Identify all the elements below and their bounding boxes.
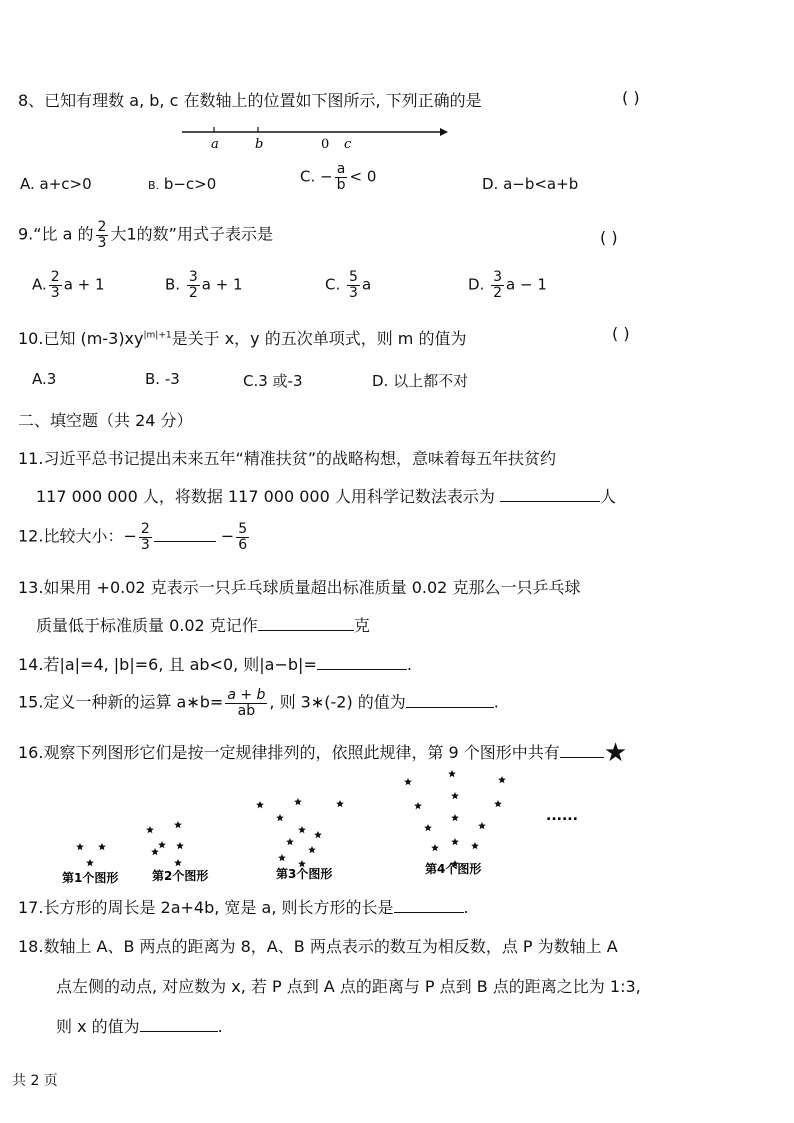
question-11-line2: 117 000 000 人，将数据 117 000 000 人用科学记数法表示为 人 xyxy=(36,487,616,506)
question-18-line1: 18.数轴上 A、B 两点的距离为 8，A、B 两点表示的数互为相反数，点 P 为数轴上 A xyxy=(18,937,618,956)
star-mark xyxy=(494,800,502,807)
question-15-text: 15.定义一种新的运算 a∗b= $\frac{a + b}{ab}$ , 则 3∗(-2) 的值为 . xyxy=(18,687,499,719)
figure-4-label: 第4个图形 xyxy=(425,862,482,876)
q10-option-c: C.3 或-3 xyxy=(243,372,303,390)
number-line-arrow xyxy=(440,128,448,136)
answer-blank xyxy=(154,527,216,542)
question-18-line3: 则 x 的值为 . xyxy=(56,1017,223,1036)
q9-option-c: C. $\frac{5}{3}$ a xyxy=(325,269,372,301)
q10-option-a: A.3 xyxy=(32,370,57,388)
star-mark xyxy=(86,859,94,866)
q9-option-a: A. $\frac{2}{3}$ a + 1 xyxy=(32,269,105,301)
q8-option-c: C. − $\frac{a}{b}$ < 0 xyxy=(300,161,377,193)
answer-blank xyxy=(500,487,600,502)
star-mark xyxy=(431,844,439,851)
q9-option-b: B. $\frac{3}{2}$ a + 1 xyxy=(165,269,243,301)
axis-label-c: c xyxy=(344,137,352,152)
answer-blank xyxy=(406,693,494,708)
q10-option-d: D. 以上都不对 xyxy=(372,372,469,390)
star-mark xyxy=(336,800,344,807)
star-mark xyxy=(276,814,284,821)
question-9-answer-paren: ( ) xyxy=(600,228,618,247)
axis-label-a: a xyxy=(211,137,219,152)
question-17-text: 17.长方形的周长是 2a+4b, 宽是 a, 则长方形的长是 . xyxy=(18,898,469,917)
number-line-diagram xyxy=(178,124,450,154)
star-mark xyxy=(278,854,286,861)
answer-blank xyxy=(258,616,354,631)
figure-1-label: 第1个图形 xyxy=(62,871,119,885)
star-mark xyxy=(451,792,459,799)
question-10-answer-paren: ( ) xyxy=(612,324,630,343)
star-mark xyxy=(294,798,302,805)
star-pattern-figures xyxy=(50,760,610,890)
star-mark xyxy=(478,822,486,829)
star-mark xyxy=(256,801,264,808)
question-10-text: 10.已知 $(m-3)xy^{|m|+1}$是关于 x，y 的五次单项式，则 m 的值为 xyxy=(18,329,467,348)
star-mark xyxy=(286,838,294,845)
star-mark xyxy=(174,859,182,866)
figure-3-label: 第3个图形 xyxy=(276,867,333,881)
question-13-line2: 质量低于标准质量 0.02 克记作 克 xyxy=(36,616,370,635)
question-12-text: 12.比较大小：− $\frac{2}{3}$ − $\frac{5}{6}$ xyxy=(18,521,248,553)
question-18-line2: 点左侧的动点, 对应数为 x, 若 P 点到 A 点的距离与 P 点到 B 点的距离之比为 1:3, xyxy=(56,977,641,996)
star-mark xyxy=(414,802,422,809)
star-mark xyxy=(298,826,306,833)
star-mark xyxy=(158,841,166,848)
star-mark xyxy=(151,848,159,855)
star-mark xyxy=(404,778,412,785)
question-14-text: 14.若|a|=4, |b|=6, 且 ab<0, 则|a−b|= . xyxy=(18,655,412,674)
q8-option-d: D. a−b<a+b xyxy=(482,175,579,193)
q10-option-b: B. -3 xyxy=(145,370,180,388)
star-icon: ★ xyxy=(603,738,628,768)
question-8-text: 8、已知有理数 a, b, c 在数轴上的位置如下图所示, 下列正确的是 xyxy=(18,91,482,110)
star-mark xyxy=(498,776,506,783)
question-9-text: 9.“比 a 的 $\frac{2}{3}$ 大1的数”用式子表示是 xyxy=(18,219,273,251)
question-16-text: 16.观察下列图形它们是按一定规律排列的，依照此规律，第 9 个图形中共有 ★ xyxy=(18,738,628,768)
q8-option-b: B. b−c>0 xyxy=(148,175,217,193)
star-mark xyxy=(98,843,106,850)
figure-2-label: 第2个图形 xyxy=(152,869,209,883)
q8-option-a: A. a+c>0 xyxy=(20,175,92,193)
page-footer: 共 2 页 xyxy=(12,1073,58,1089)
question-8-answer-paren: ( ) xyxy=(622,88,640,107)
answer-blank xyxy=(140,1017,218,1032)
q9-option-d: D. $\frac{3}{2}$ a − 1 xyxy=(468,269,547,301)
axis-label-zero: 0 xyxy=(321,137,330,152)
star-mark xyxy=(76,843,84,850)
star-mark xyxy=(176,842,184,849)
star-mark xyxy=(451,838,459,845)
answer-blank xyxy=(317,655,407,670)
section-2-heading: 二、填空题（共 24 分） xyxy=(18,411,193,430)
star-mark xyxy=(146,826,154,833)
answer-blank xyxy=(394,898,464,913)
star-mark xyxy=(448,770,456,777)
star-mark xyxy=(314,831,322,838)
star-mark xyxy=(451,814,459,821)
question-13-line1: 13.如果用 +0.02 克表示一只乒乓球质量超出标准质量 0.02 克那么一只乒乓球 xyxy=(18,578,581,597)
c-fraction: $\frac{a}{b}$ xyxy=(336,161,346,193)
axis-label-b: b xyxy=(255,137,264,152)
star-mark xyxy=(471,842,479,849)
answer-blank xyxy=(560,743,604,758)
star-mark xyxy=(308,846,316,853)
question-11-line1: 11.习近平总书记提出未来五年“精准扶贫”的战略构想，意味着每五年扶贫约 xyxy=(18,449,557,468)
star-mark xyxy=(174,821,182,828)
continuation-dots: ...... xyxy=(546,808,578,824)
star-mark xyxy=(424,824,432,831)
